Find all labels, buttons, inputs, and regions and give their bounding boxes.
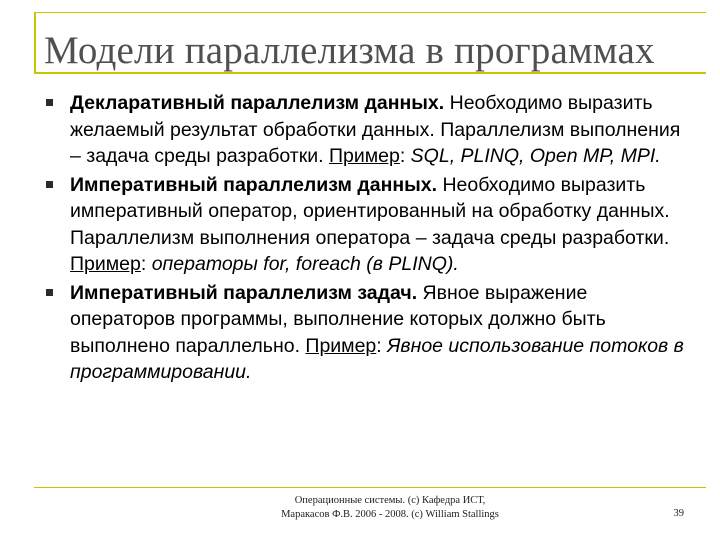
bullet-text	[70, 172, 686, 278]
title-divider	[34, 72, 706, 74]
bullet-item-imperative-data	[36, 172, 686, 278]
page-number: 39	[673, 508, 684, 519]
bullet-list	[36, 90, 686, 388]
footer-divider	[34, 487, 706, 488]
bullet-body: Необходимо выразить желаемый результат обработки данных. Параллелизм выполнения – задача среды разработки.	[70, 92, 681, 167]
square-bullet-icon	[46, 99, 53, 106]
example-label: Пример	[328, 145, 400, 167]
bullet-heading: Императивный параллелизм данных.	[70, 173, 438, 196]
footer-line-2: Маракасов Ф.В. 2006 - 2008. (c) William Stallings	[281, 509, 499, 520]
example-text: операторы for, foreach (в PLINQ).	[151, 253, 459, 275]
square-bullet-icon	[46, 289, 53, 296]
footer-line-1: Операционные системы. (с) Кафедра ИСТ,	[294, 495, 486, 506]
bullet-heading: Декларативный параллелизм данных.	[70, 92, 445, 114]
bullet-body: Необходимо выразить императивный оператор, ориентированный на обработку данных. Параллелизм выполнения оператора – задача среды разработки.	[70, 173, 670, 249]
example-colon: :	[376, 334, 388, 357]
bullet-heading: Императивный параллелизм задач.	[70, 281, 418, 304]
square-bullet-icon	[46, 181, 53, 188]
example-label: Пример	[305, 334, 377, 357]
example-colon: :	[399, 145, 411, 167]
left-frame-line	[34, 12, 36, 72]
example-colon: :	[140, 253, 152, 275]
bullet-item-declarative-data	[36, 90, 686, 170]
slide-title: Модели параллелизма в программах	[44, 29, 655, 72]
top-frame-line	[34, 12, 706, 13]
slide-footer	[200, 494, 580, 522]
example-text: Явное использование потоков в программировании.	[70, 334, 684, 383]
example-text: SQL, PLINQ, Open MP, MPI.	[410, 145, 661, 167]
bullet-body: Явное выражение операторов программы, выполнение которых должно быть выполнено параллельно.	[70, 281, 606, 357]
bullet-text	[70, 90, 686, 170]
example-label: Пример	[70, 253, 141, 275]
bullet-item-imperative-tasks	[36, 280, 686, 386]
bullet-text	[70, 280, 686, 386]
